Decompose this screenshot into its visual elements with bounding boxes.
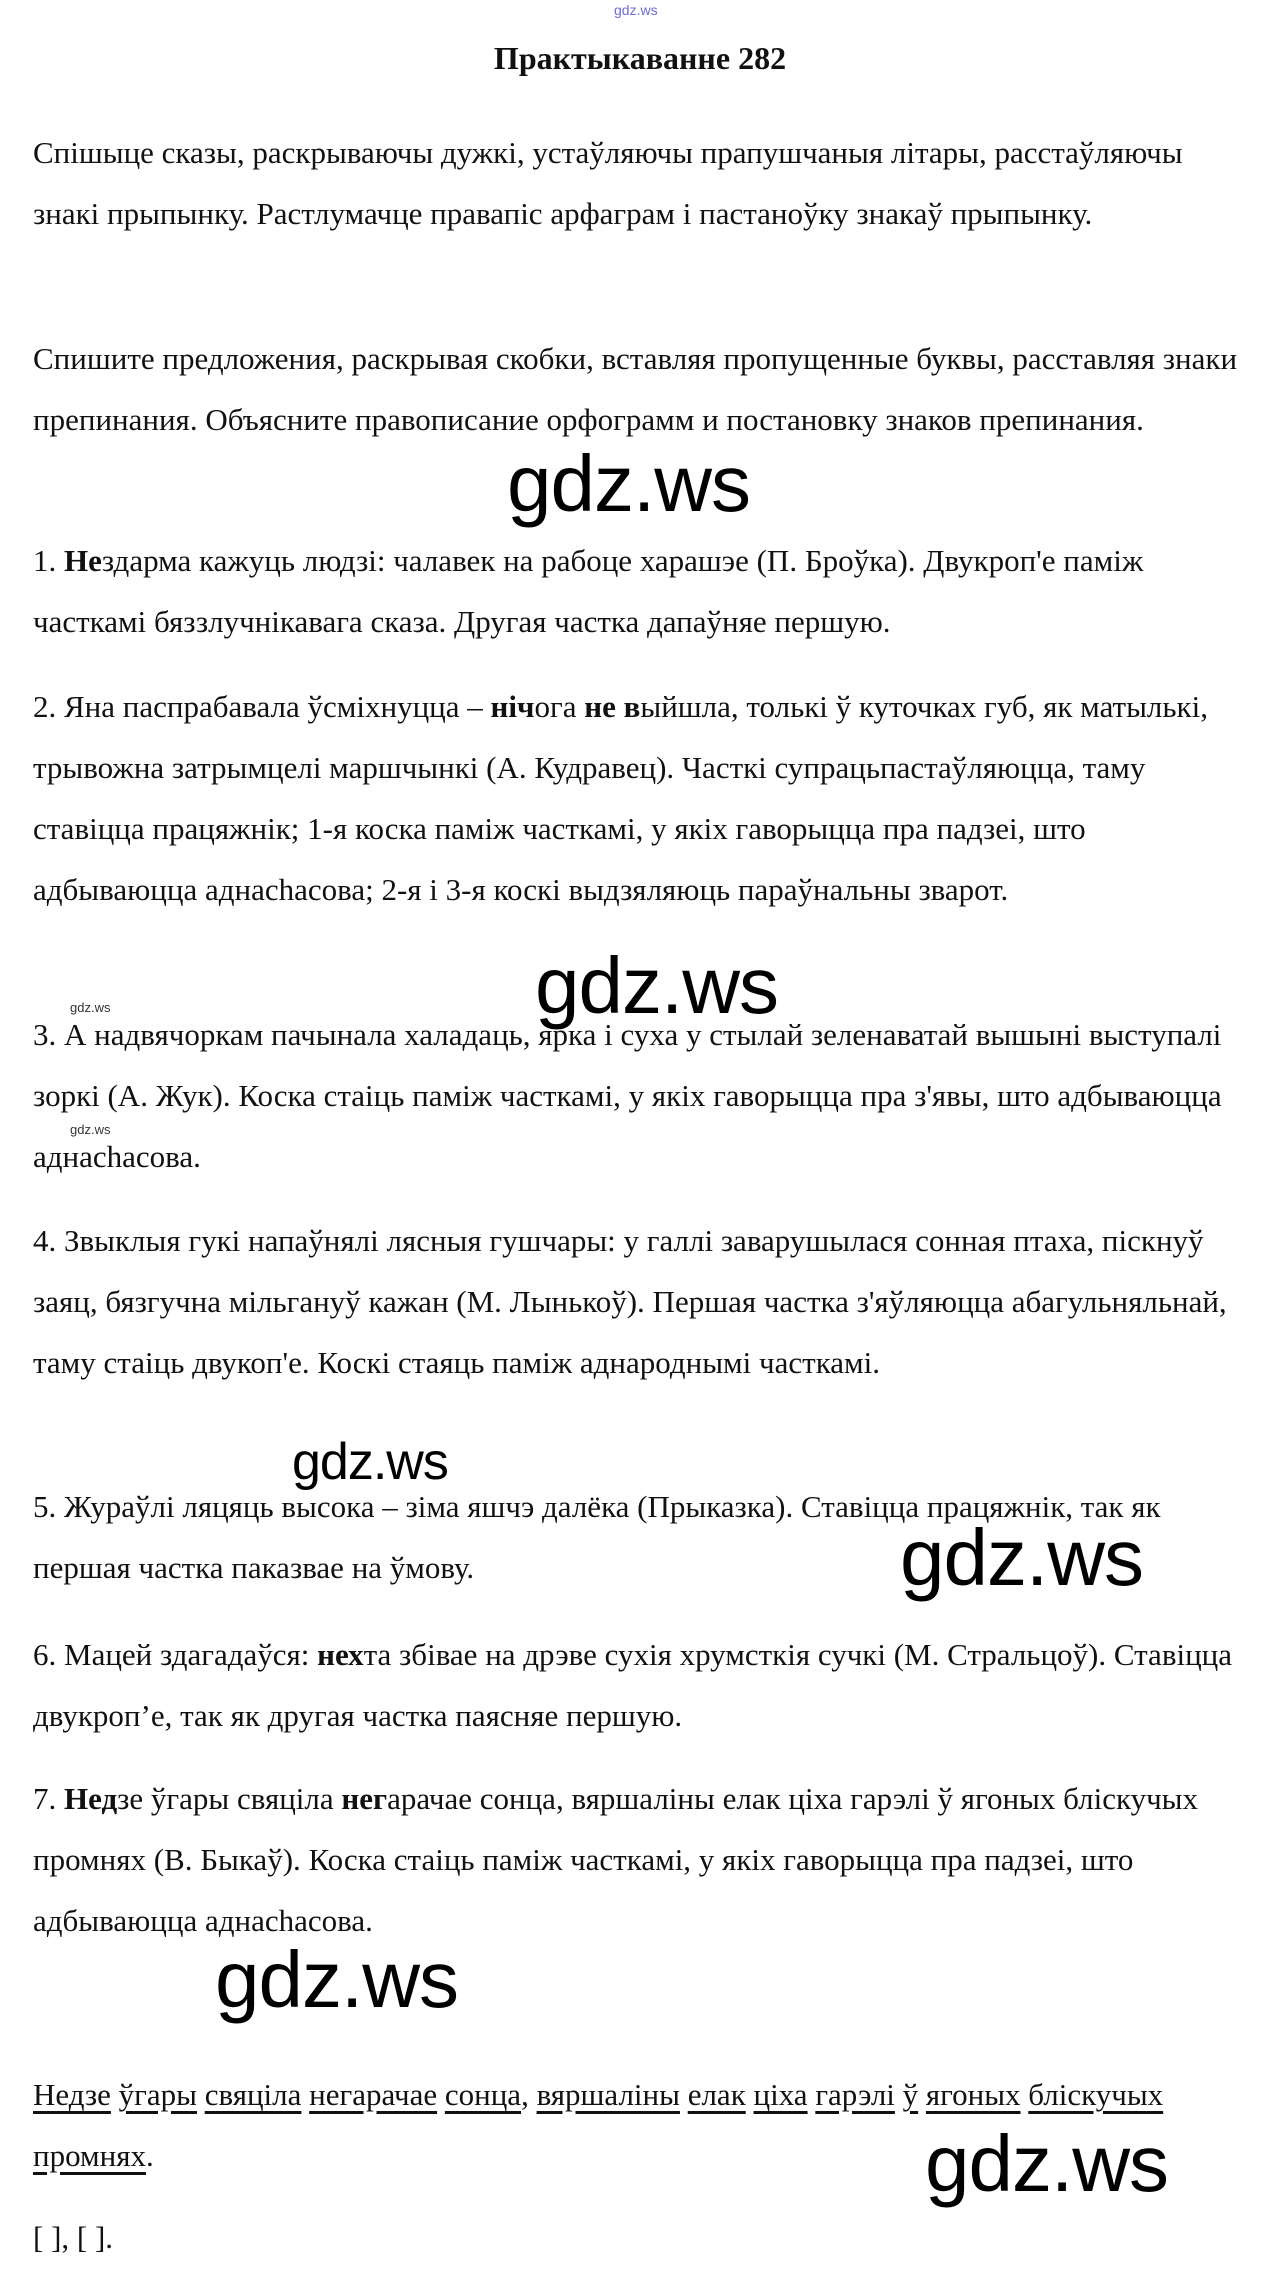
page-title: Практыкаванне 282 (493, 40, 787, 76)
item-number: 3. (33, 1017, 57, 1052)
item-text: ога (534, 689, 585, 724)
item-text: зе ўгары свяціла (117, 1781, 342, 1816)
item-text: ыйшла, толькі ў куточках губ, як матылькі, трывожна затрымцелі маршчынкі (А. Кудравец). Часткі супрацьпастаўляюцца, таму ставіцца працяжнік; 1-я коска паміж часткамі, у якіх гаворыцца пра падзеі, што адбываюцца аднachасова; 2-я і 3-я коскі выдзяляюць параўнальны зварот. (33, 689, 1208, 907)
watermark: gdz.ws (215, 1935, 458, 2024)
sentence-word: гарэлі (815, 2077, 895, 2112)
list-item (33, 530, 1243, 652)
highlight: не в (584, 689, 641, 724)
sentence-word: негарачае (309, 2077, 438, 2112)
list-item (33, 1624, 1243, 1746)
item-text: А надвячоркам пачынала халадаць, ярка і суха у стылай зеленаватай вышыні выступалі зоркі (А. Жук). Коска стаіць паміж часткамі, у якіх гаворыцца пра з'явы, што адбываюцца аднachасова. (33, 1017, 1222, 1174)
sentence-word: промнях (33, 2138, 146, 2173)
watermark: gdz.ws (292, 1433, 448, 1491)
watermark: gdz.ws (535, 941, 778, 1030)
watermark-small: gdz.ws (70, 1000, 111, 1015)
watermark: gdz.ws (900, 1513, 1143, 1602)
list-item (33, 676, 1243, 920)
sentence-word: Недзе (33, 2077, 111, 2112)
watermark-small: gdz.ws (70, 1122, 111, 1137)
task-belarusian: Спішыце сказы, раскрываючы дужкі, устаўляючы прапушчаныя літары, расстаўляючы знакі прыпынку. Растлумачце правапіс арфаграм і пастаноўку знакаў прыпынку. (33, 135, 1183, 231)
analysed-sentence: Недзе ўгары свяціла негарачае сонца, вяршаліны елак ціха гарэлі ў ягоных бліскучых промнях. (33, 2077, 1164, 2173)
item-number: 6. (33, 1637, 57, 1672)
highlight: нех (317, 1637, 364, 1672)
item-text: Яна паспрабавала ўсміхнуцца – (64, 689, 491, 724)
highlight: Не (64, 543, 102, 578)
item-text: та збівае на дрэве сухія хрумсткія сучкі (М. Стральцоў). Ставіцца двукроп’е, так як другая частка паясняе першую. (33, 1637, 1233, 1733)
list-item (33, 1768, 1243, 1951)
watermark: gdz.ws (925, 2119, 1168, 2208)
sentence-word: елак (687, 2077, 746, 2112)
list-item (33, 1210, 1243, 1393)
watermark-top: gdz.ws (614, 2, 658, 18)
task-russian: Спишите предложения, раскрывая скобки, вставляя пропущенные буквы, расставляя знаки препинания. Объясните правописание орфограмм и постановку знаков препинания. (33, 341, 1238, 437)
sentence-scheme: [ ], [ ]. (33, 2220, 114, 2255)
item-text: Звыклыя гукі напаўнялі лясныя гушчары: у галлі заварушылася сонная птаха, піскнуў заяц, бязгучна мільгануў кажан (М. Лынькоў). Першая частка з'яўляюцца абагульняльнай, таму стаіць двукоп'е. Коскі стаяць паміж аднароднымі часткамі. (33, 1223, 1227, 1380)
sentence-word: свяціла (204, 2077, 302, 2112)
sentence-word: ягоных (925, 2077, 1021, 2112)
sentence-word: сонца (444, 2077, 522, 2112)
item-number: 1. (33, 543, 57, 578)
highlight: Нед (64, 1781, 118, 1816)
item-number: 2. (33, 689, 57, 724)
item-text: здарма кажуць людзі: чалавек на рабоце харашэе (П. Броўка). Двукроп'е паміж часткамі бяззлучнікавага сказа. Другая частка дапаўняе першую. (33, 543, 1144, 639)
highlight: ніч (490, 689, 535, 724)
item-number: 5. (33, 1489, 57, 1524)
sentence-word: вяршаліны (536, 2077, 680, 2112)
item-number: 4. (33, 1223, 57, 1258)
sentence-word: ўгары (118, 2077, 197, 2112)
highlight: нег (341, 1781, 388, 1816)
item-number: 7. (33, 1781, 57, 1816)
item-text: Мацей здагадаўся: (64, 1637, 318, 1672)
watermark: gdz.ws (507, 439, 750, 528)
item-text: Жураўлі ляцяць высока – зіма яшчэ далёка (Прыказка). Ставіцца працяжнік, так як першая частка паказвае на ўмову. (33, 1489, 1161, 1585)
sentence-word: ціха (753, 2077, 808, 2112)
sentence-word: бліскучых (1028, 2077, 1164, 2112)
list-item (33, 1004, 1243, 1187)
sentence-word: ў (902, 2077, 919, 2112)
item-text: арачае сонца, вяршаліны елак ціха гарэлі ў ягоных бліскучых промнях (В. Быкаў). Коска стаіць паміж часткамі, у якіх гаворыцца пра падзеі, што адбываюцца аднachасова. (33, 1781, 1199, 1938)
